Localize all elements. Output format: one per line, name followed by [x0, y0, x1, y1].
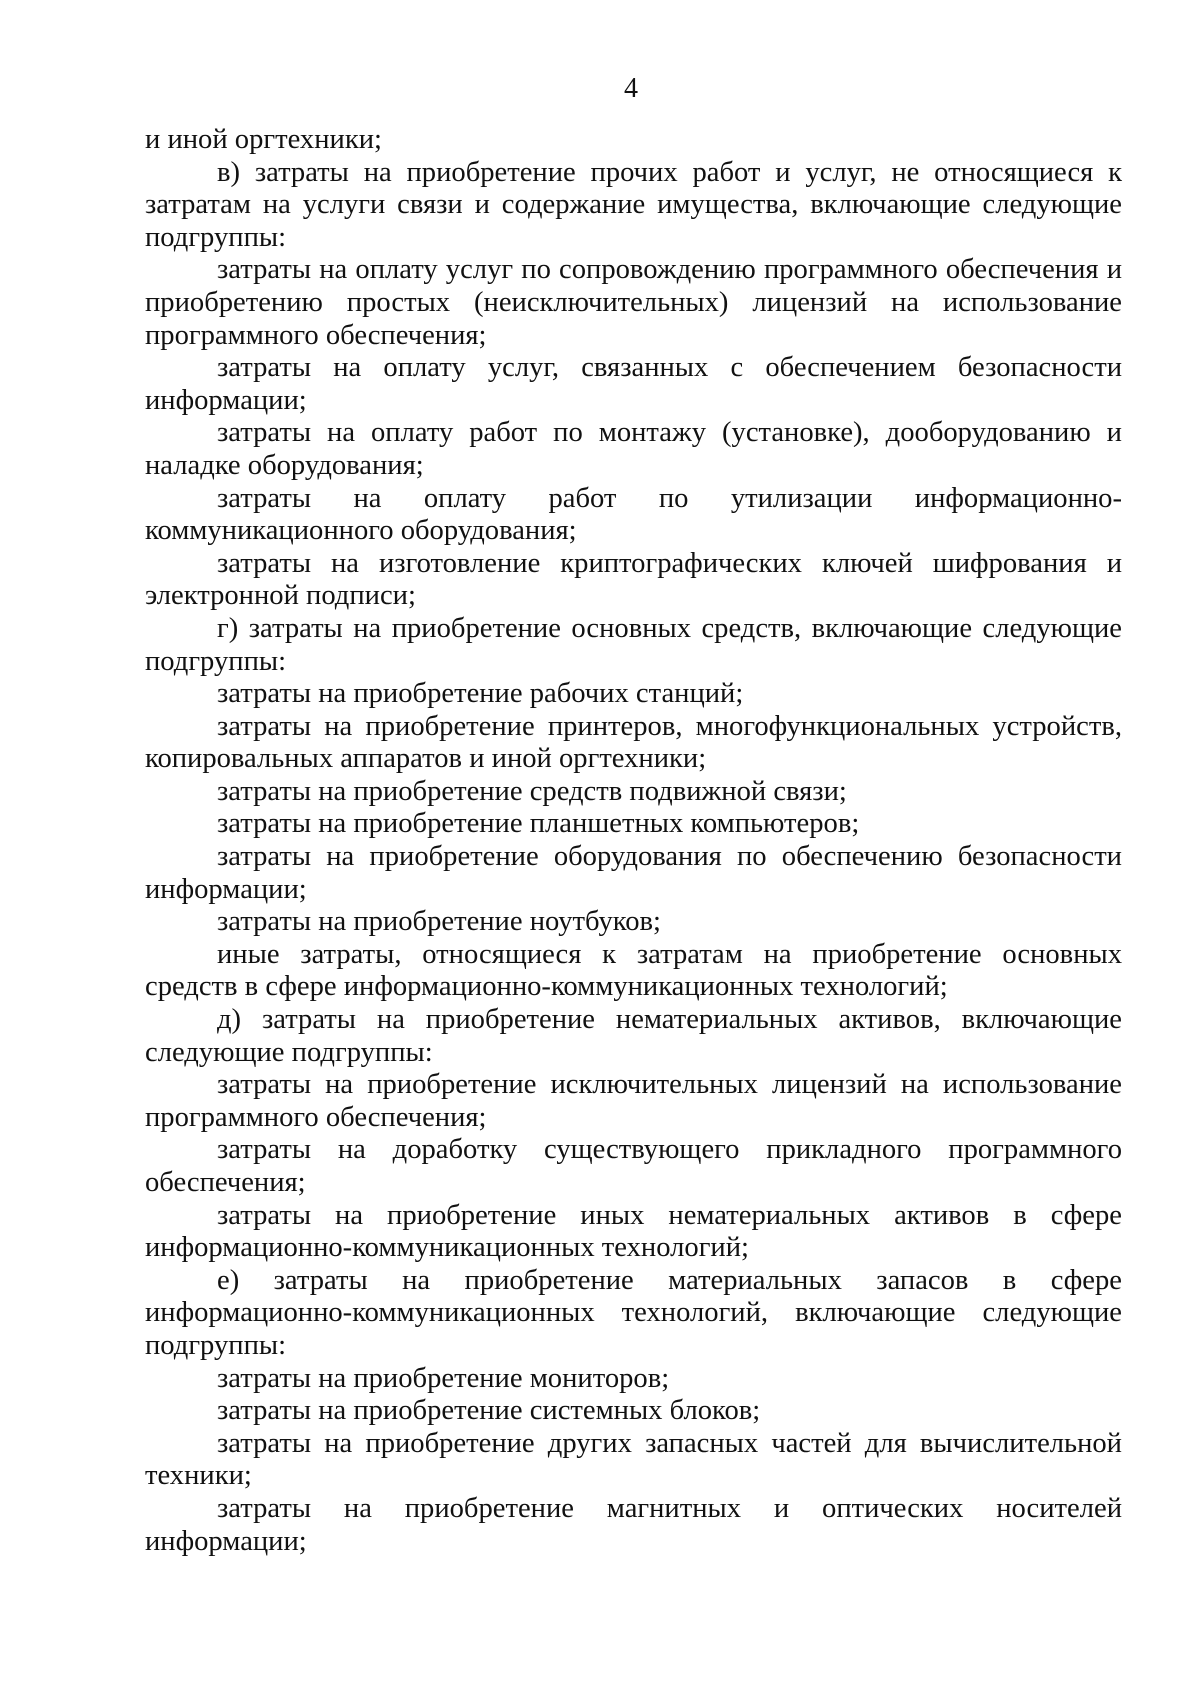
paragraph-18: затраты на доработку существующего прикладного программного обеспечения;: [145, 1134, 1122, 1198]
paragraph-15: иные затраты, относящиеся к затратам на приобретение основных средств в сфере информационно-коммуникационных технологий;: [145, 938, 1122, 1003]
paragraph-16: д) затраты на приобретение нематериальных активов, включающие следующие подгруппы:: [145, 1004, 1122, 1068]
paragraph-8: г) затраты на приобретение основных средств, включающие следующие подгруппы:: [145, 612, 1122, 677]
paragraph-4: затраты на оплату услуг, связанных с обеспечением безопасности информации;: [145, 352, 1122, 416]
paragraph-6: затраты на оплату работ по утилизации информационно-коммуникационного оборудования;: [145, 482, 1122, 547]
paragraph-22: затраты на приобретение системных блоков;: [217, 1395, 761, 1427]
paragraph-7: затраты на изготовление криптографических ключей шифрования и электронной подписи;: [145, 547, 1122, 612]
paragraph-24: затраты на приобретение магнитных и оптических носителей информации;: [145, 1492, 1122, 1557]
paragraph-12: затраты на приобретение планшетных компьютеров;: [217, 808, 860, 840]
paragraph-20: е) затраты на приобретение материальных запасов в сфере информационно-коммуникационных технологий, включающие следующие подгруппы:: [145, 1264, 1122, 1361]
paragraph-5: затраты на оплату работ по монтажу (установке), дооборудованию и наладке оборудования;: [145, 417, 1122, 481]
paragraph-10: затраты на приобретение принтеров, многофункциональных устройств, копировальных аппаратов и иной оргтехники;: [145, 710, 1122, 775]
paragraph-1: и иной оргтехники;: [145, 124, 382, 155]
paragraph-13: затраты на приобретение оборудования по обеспечению безопасности информации;: [145, 841, 1122, 905]
paragraph-17: затраты на приобретение исключительных лицензий на использование программного обеспечения;: [145, 1069, 1122, 1133]
paragraph-19: затраты на приобретение иных нематериальных активов в сфере информационно-коммуникационных технологий;: [145, 1199, 1122, 1264]
paragraph-9: затраты на приобретение рабочих станций;: [217, 678, 744, 710]
paragraph-3: затраты на оплату услуг по сопровождению программного обеспечения и приобретению простых (неисключительных) лицензий на использование программного обеспечения;: [145, 254, 1122, 351]
page-number: 4: [624, 73, 638, 104]
document-body: [145, 124, 1122, 1558]
paragraph-11: затраты на приобретение средств подвижной связи;: [217, 775, 847, 807]
paragraph-21: затраты на приобретение мониторов;: [217, 1362, 670, 1394]
paragraph-2: в) затраты на приобретение прочих работ и услуг, не относящиеся к затратам на услуги связи и содержание имущества, включающие следующие подгруппы:: [145, 156, 1122, 253]
paragraph-14: затраты на приобретение ноутбуков;: [217, 906, 661, 938]
paragraph-23: затраты на приобретение других запасных частей для вычислительной техники;: [145, 1427, 1122, 1492]
